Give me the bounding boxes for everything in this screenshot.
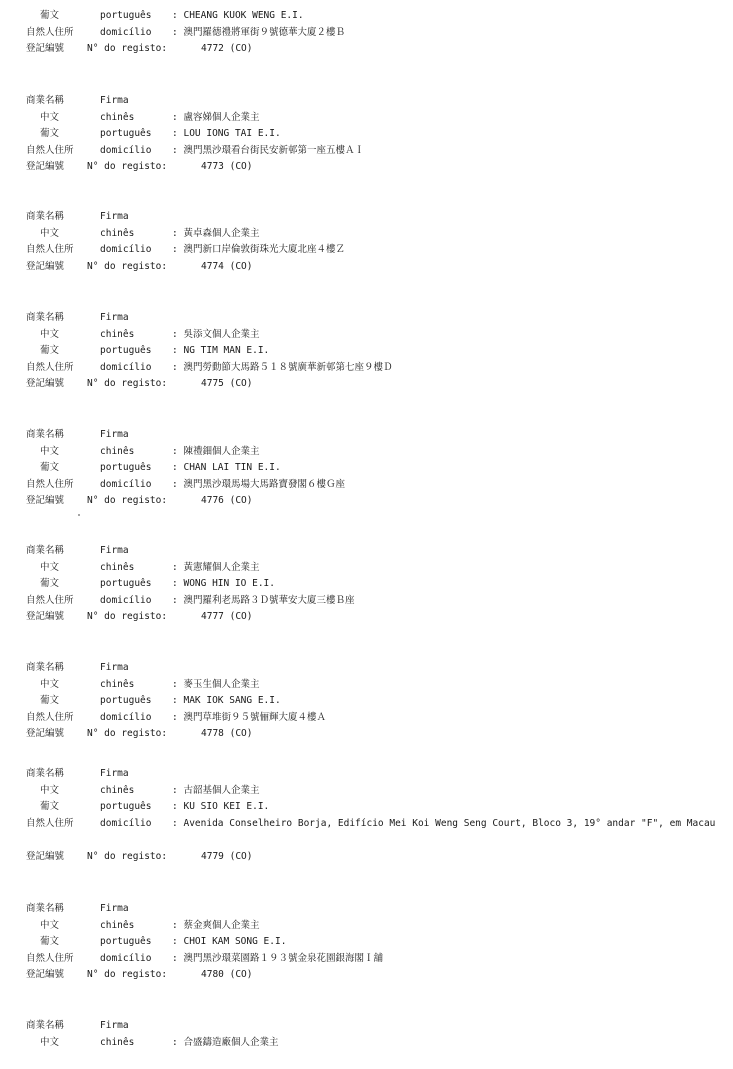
- label-firma-pt: Firma: [100, 903, 129, 914]
- separator: :: [172, 695, 178, 707]
- record-entry: [0, 93, 733, 176]
- label-reg-pt: N° do registo:: [87, 378, 168, 390]
- label-reg-zh: 登記編號: [26, 728, 65, 740]
- domicile-value: 澳門羅德禮將軍街９號德華大廈２樓Ｂ: [183, 26, 345, 38]
- chinese-name: 黃憲耀個人企業主: [183, 561, 260, 573]
- separator: :: [172, 919, 178, 931]
- record-partial-bottom: [0, 1018, 733, 1051]
- label-pt-zh: 葡文: [40, 801, 60, 813]
- label-reg-zh: 登記編號: [26, 43, 65, 55]
- chinese-name: 合盛鑄造廠個人企業主: [183, 1036, 279, 1048]
- label-reg-zh: 登記編號: [26, 378, 65, 390]
- separator: :: [172, 111, 178, 123]
- label-dom-pt: domicílio: [100, 478, 152, 490]
- portuguese-name: WONG HIN IO E.I.: [183, 578, 275, 590]
- registration-number: 4773 (CO): [201, 161, 253, 173]
- domicile-value: 澳門黑沙環馬場大馬路寶發閣６樓Ｇ座: [183, 478, 345, 490]
- label-firma-zh: 商業名稱: [26, 545, 65, 556]
- record-entry: [0, 766, 733, 865]
- chinese-name: 黃卓森個人企業主: [183, 227, 260, 239]
- label-pt-zh: 葡文: [40, 695, 60, 707]
- separator: :: [172, 462, 178, 474]
- registration-number: 4777 (CO): [201, 611, 253, 623]
- domicile-value: 澳門黑沙環菜園路１９３號金泉花園銀海閣Ｉ舖: [183, 952, 383, 964]
- separator: :: [172, 784, 178, 796]
- portuguese-name: KU SIO KEI E.I.: [183, 801, 270, 813]
- label-dom-zh: 自然人住所: [26, 594, 74, 606]
- label-reg-pt: N° do registo:: [87, 611, 168, 623]
- label-dom-zh: 自然人住所: [26, 26, 74, 38]
- portuguese-name: CHEANG KUOK WENG E.I.: [183, 10, 304, 21]
- separator: :: [172, 26, 178, 38]
- chinese-name: 盧容娣個人企業主: [183, 111, 260, 123]
- label-reg-zh: 登記編號: [26, 260, 65, 272]
- label-zh-zh: 中文: [40, 111, 60, 123]
- label-reg-pt: N° do registo:: [87, 850, 168, 862]
- chinese-name: 吳添文個人企業主: [183, 328, 260, 340]
- label-firma-pt: Firma: [100, 662, 129, 673]
- domicile-value: 澳門新口岸倫敦街珠光大廈北座４樓Ｚ: [183, 244, 345, 256]
- label-firma-zh: 商業名稱: [26, 662, 65, 673]
- label-zh-pt: chinês: [100, 328, 135, 340]
- label-firma-pt: Firma: [100, 1020, 129, 1031]
- label-pt-zh: 葡文: [40, 578, 60, 590]
- registration-number: 4779 (CO): [201, 850, 253, 862]
- label-pt-pt: português: [100, 801, 152, 813]
- label-firma-zh: 商業名稱: [26, 429, 65, 440]
- label-reg-pt: N° do registo:: [87, 260, 168, 272]
- label-firma-zh: 商業名稱: [26, 903, 65, 914]
- label-zh-zh: 中文: [40, 328, 60, 340]
- label-dom-pt: domicílio: [100, 26, 152, 38]
- label-dom-pt: domicílio: [100, 361, 152, 373]
- record-entry: [0, 660, 733, 743]
- chinese-name: 古韶基個人企業主: [183, 784, 260, 796]
- registration-number: 4772 (CO): [201, 43, 253, 55]
- separator: :: [172, 144, 178, 156]
- domicile-value: 澳門勞動節大馬路５１８號廣華新邨第七座９樓Ｄ: [183, 361, 393, 373]
- label-pt-zh: 葡文: [40, 128, 60, 140]
- label-zh-zh: 中文: [40, 678, 60, 690]
- label-pt-pt: português: [100, 462, 152, 474]
- label-dom-zh: 自然人住所: [26, 144, 74, 156]
- registration-number: 4778 (CO): [201, 728, 253, 740]
- separator: :: [172, 10, 178, 21]
- label-pt-pt: português: [100, 345, 152, 357]
- separator: :: [172, 936, 178, 948]
- registration-number: 4780 (CO): [201, 969, 253, 981]
- label-dom-zh: 自然人住所: [26, 711, 74, 723]
- separator: :: [172, 801, 178, 813]
- label-zh-pt: chinês: [100, 1036, 135, 1048]
- label-firma-zh: 商業名稱: [26, 211, 65, 222]
- label-zh-zh: 中文: [40, 445, 60, 457]
- domicile-value: 澳門黑沙環看台街民安新邨第一座五樓ＡＩ: [183, 144, 364, 156]
- label-zh-zh: 中文: [40, 784, 60, 796]
- separator: :: [172, 445, 178, 457]
- registration-number: 4776 (CO): [201, 495, 253, 507]
- label-zh-pt: chinês: [100, 919, 135, 931]
- separator: :: [172, 345, 178, 357]
- record-entry: [0, 310, 733, 393]
- separator: :: [172, 711, 178, 723]
- label-firma-pt: Firma: [100, 429, 129, 440]
- label-firma-pt: Firma: [100, 95, 129, 106]
- separator: :: [172, 328, 178, 340]
- scan-speck: [78, 514, 80, 516]
- label-zh-pt: chinês: [100, 678, 135, 690]
- label-firma-pt: Firma: [100, 768, 129, 779]
- label-dom-zh: 自然人住所: [26, 952, 74, 964]
- label-reg-pt: N° do registo:: [87, 495, 168, 507]
- record-entry: [0, 901, 733, 984]
- label-zh-pt: chinês: [100, 561, 135, 573]
- label-reg-zh: 登記編號: [26, 161, 65, 173]
- portuguese-name: CHAN LAI TIN E.I.: [183, 462, 281, 474]
- separator: :: [172, 1036, 178, 1048]
- label-dom-pt: domicílio: [100, 711, 152, 723]
- label-reg-zh: 登記編號: [26, 850, 65, 862]
- label-dom-zh: 自然人住所: [26, 817, 74, 829]
- label-pt-zh: 葡文: [40, 10, 60, 21]
- record-partial-top: [0, 8, 733, 58]
- label-reg-zh: 登記編號: [26, 495, 65, 507]
- label-firma-pt: Firma: [100, 312, 129, 323]
- label-firma-pt: Firma: [100, 211, 129, 222]
- separator: :: [172, 678, 178, 690]
- chinese-name: 麥玉生個人企業主: [183, 678, 260, 690]
- label-zh-pt: chinês: [100, 445, 135, 457]
- label-pt-pt: português: [100, 128, 152, 140]
- label-firma-pt: Firma: [100, 545, 129, 556]
- registration-number: 4774 (CO): [201, 260, 253, 272]
- label-pt-zh: 葡文: [40, 345, 60, 357]
- label-pt-pt: português: [100, 10, 152, 21]
- label-zh-zh: 中文: [40, 919, 60, 931]
- separator: :: [172, 952, 178, 964]
- label-zh-zh: 中文: [40, 1036, 60, 1048]
- label-pt-pt: português: [100, 695, 152, 707]
- separator: :: [172, 361, 178, 373]
- label-firma-zh: 商業名稱: [26, 95, 65, 106]
- separator: :: [172, 594, 178, 606]
- label-reg-pt: N° do registo:: [87, 43, 168, 55]
- label-pt-pt: português: [100, 578, 152, 590]
- registration-number: 4775 (CO): [201, 378, 253, 390]
- label-dom-pt: domicílio: [100, 244, 152, 256]
- label-reg-zh: 登記編號: [26, 611, 65, 623]
- label-dom-zh: 自然人住所: [26, 478, 74, 490]
- label-firma-zh: 商業名稱: [26, 768, 65, 779]
- separator: :: [172, 128, 178, 140]
- separator: :: [172, 478, 178, 490]
- label-firma-zh: 商業名稱: [26, 1020, 65, 1031]
- portuguese-name: CHOI KAM SONG E.I.: [183, 936, 287, 948]
- label-reg-pt: N° do registo:: [87, 728, 168, 740]
- label-zh-pt: chinês: [100, 227, 135, 239]
- separator: :: [172, 578, 178, 590]
- portuguese-name: NG TIM MAN E.I.: [183, 345, 270, 357]
- label-reg-pt: N° do registo:: [87, 969, 168, 981]
- label-zh-zh: 中文: [40, 227, 60, 239]
- label-dom-zh: 自然人住所: [26, 244, 74, 256]
- label-dom-pt: domicílio: [100, 817, 152, 829]
- label-dom-pt: domicílio: [100, 144, 152, 156]
- separator: :: [172, 244, 178, 256]
- record-entry: [0, 543, 733, 626]
- portuguese-name: MAK IOK SANG E.I.: [183, 695, 281, 707]
- separator: :: [172, 817, 178, 829]
- label-zh-pt: chinês: [100, 111, 135, 123]
- domicile-value: 澳門草堆街９５號俪輝大廈４樓Ａ: [183, 711, 326, 723]
- separator: :: [172, 227, 178, 239]
- chinese-name: 蔡金爽個人企業主: [183, 919, 260, 931]
- label-pt-zh: 葡文: [40, 462, 60, 474]
- label-dom-pt: domicílio: [100, 952, 152, 964]
- record-entry: [0, 427, 733, 510]
- record-entry: [0, 209, 733, 275]
- label-zh-zh: 中文: [40, 561, 60, 573]
- domicile-value: 澳門羅利老馬路３Ｄ號華安大廈三樓Ｂ座: [183, 594, 355, 606]
- label-zh-pt: chinês: [100, 784, 135, 796]
- chinese-name: 陳禮鈿個人企業主: [183, 445, 260, 457]
- separator: :: [172, 561, 178, 573]
- label-pt-pt: português: [100, 936, 152, 948]
- label-pt-zh: 葡文: [40, 936, 60, 948]
- label-dom-pt: domicílio: [100, 594, 152, 606]
- label-dom-zh: 自然人住所: [26, 361, 74, 373]
- label-firma-zh: 商業名稱: [26, 312, 65, 323]
- label-reg-zh: 登記編號: [26, 969, 65, 981]
- portuguese-name: LOU IONG TAI E.I.: [183, 128, 281, 140]
- label-reg-pt: N° do registo:: [87, 161, 168, 173]
- domicile-value: Avenida Conselheiro Borja, Edifício Mei Koi Weng Seng Court, Bloco 3, 19° andar "F", em Macau: [183, 817, 716, 829]
